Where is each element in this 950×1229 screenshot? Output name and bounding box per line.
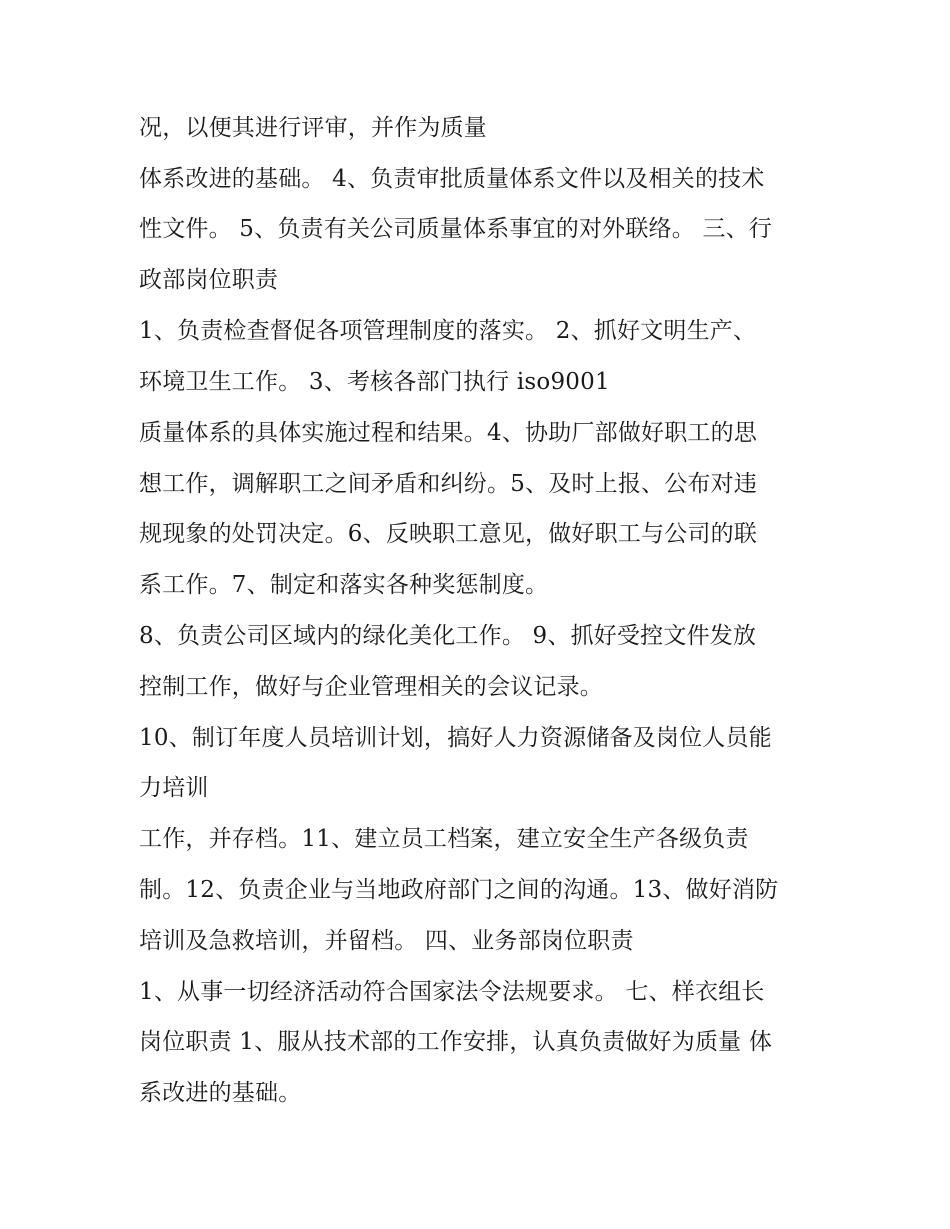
text-line: 系改进的基础。 <box>139 1080 302 1106</box>
text-line: 况，以便其进行评审，并作为质量 <box>139 115 487 141</box>
text-line: 力培训 <box>139 775 209 801</box>
text-line: 10、制订年度人员培训计划，搞好人力资源储备及岗位人员能 <box>139 725 772 751</box>
text-line: 8、负责公司区域内的绿化美化工作。 9、抓好受控文件发放 <box>139 623 757 649</box>
text-line: 控制工作，做好与企业管理相关的会议记录。 <box>139 674 603 700</box>
text-line: 工作，并存档。11、建立员工档案，建立安全生产各级负责 <box>139 826 749 852</box>
text-line: 政部岗位职责 <box>139 267 279 293</box>
text-line: 1、从事一切经济活动符合国家法令法规要求。 七、样衣组长 <box>139 979 765 1005</box>
text-line: 性文件。 5、负责有关公司质量体系事宜的对外联络。 三、行 <box>139 216 773 242</box>
text-line: 系工作。7、制定和落实各种奖惩制度。 <box>139 572 549 598</box>
text-line: 制。12、负责企业与当地政府部门之间的沟通。13、做好消防 <box>139 877 779 903</box>
text-line: 培训及急救培训，并留档。 四、业务部岗位职责 <box>139 928 634 954</box>
text-line: 环境卫生工作。 3、考核各部门执行 iso9001 <box>139 369 610 395</box>
text-line: 想工作，调解职工之间矛盾和纠纷。5、及时上报、公布对违 <box>139 471 758 497</box>
text-line: 1、负责检查督促各项管理制度的落实。 2、抓好文明生产、 <box>139 318 757 344</box>
text-line: 规现象的处罚决定。6、反映职工意见，做好职工与公司的联 <box>139 521 758 547</box>
text-line: 体系改进的基础。 4、负责审批质量体系文件以及相关的技术 <box>139 166 765 192</box>
text-line: 岗位职责 1、服从技术部的工作安排，认真负责做好为质量 体 <box>139 1029 773 1055</box>
text-line: 质量体系的具体实施过程和结果。4、协助厂部做好职工的思 <box>139 420 758 446</box>
